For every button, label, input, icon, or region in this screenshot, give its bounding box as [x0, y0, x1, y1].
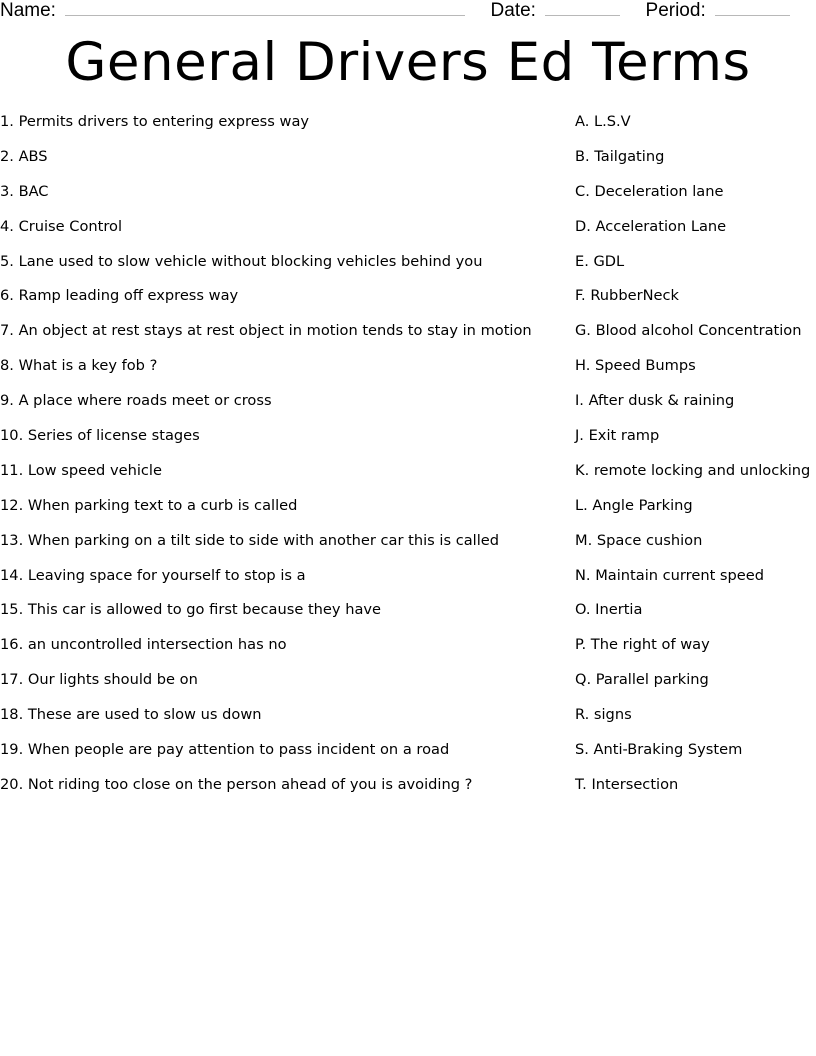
answer-item: P. The right of way — [575, 636, 710, 654]
answer-item: T. Intersection — [575, 775, 679, 793]
period-label: Period: — [645, 0, 706, 21]
clue-item: 4. Cruise Control — [0, 217, 123, 235]
answer-item: E. GDL — [575, 252, 625, 270]
clue-item: 17. Our lights should be on — [0, 671, 198, 689]
clue-item: 14. Leaving space for yourself to stop is a — [0, 566, 306, 584]
clue-item: 3. BAC — [0, 182, 49, 200]
clue-item: 18. These are used to slow us down — [0, 706, 262, 724]
clue-item: 7. An object at rest stays at rest object in motion tends to stay in motion — [0, 322, 532, 340]
clue-item: 13. When parking on a tilt side to side with another car this is called — [0, 531, 500, 549]
clue-item: 8. What is a key fob ? — [0, 357, 158, 375]
answer-item: A. L.S.V — [575, 113, 631, 130]
answer-item: B. Tailgating — [575, 147, 665, 165]
answer-item: I. After dusk & raining — [575, 392, 735, 410]
worksheet-header — [0, 0, 790, 24]
clue-item: 15. This car is allowed to go first because they have — [0, 601, 381, 619]
clue-list — [0, 112, 532, 810]
clue-item: 20. Not riding too close on the person ahead of you is avoiding ? — [0, 775, 473, 793]
answer-list — [575, 112, 810, 810]
clue-item: 11. Low speed vehicle — [0, 461, 162, 479]
clue-item: 6. Ramp leading off express way — [0, 287, 239, 305]
answer-item: D. Acceleration Lane — [575, 217, 727, 235]
answer-item: R. signs — [575, 706, 632, 724]
answer-item: H. Speed Bumps — [575, 357, 696, 375]
clue-item: 12. When parking text to a curb is called — [0, 496, 298, 514]
answer-item: G. Blood alcohol Concentration — [575, 322, 802, 340]
clue-item: 10. Series of license stages — [0, 427, 200, 445]
answer-item: J. Exit ramp — [575, 427, 660, 445]
page-title: General Drivers Ed Terms — [65, 32, 751, 93]
answer-item: F. RubberNeck — [575, 287, 679, 305]
answer-item: S. Anti-Braking System — [575, 741, 743, 759]
clue-item: 9. A place where roads meet or cross — [0, 392, 272, 410]
clue-item: 5. Lane used to slow vehicle without blocking vehicles behind you — [0, 252, 483, 270]
name-label: Name: — [0, 0, 56, 21]
answer-item: K. remote locking and unlocking — [575, 461, 811, 479]
answer-item: C. Deceleration lane — [575, 182, 724, 200]
name-field[interactable] — [65, 1, 465, 16]
clue-item: 1. Permits drivers to entering express way — [0, 113, 310, 130]
answer-item: N. Maintain current speed — [575, 566, 765, 584]
answer-item: M. Space cushion — [575, 531, 703, 549]
period-field[interactable] — [715, 1, 790, 16]
date-field[interactable] — [545, 1, 620, 16]
answer-item: Q. Parallel parking — [575, 671, 709, 689]
answer-item: L. Angle Parking — [575, 496, 693, 514]
clue-item: 2. ABS — [0, 147, 48, 165]
clue-item: 19. When people are pay attention to pass incident on a road — [0, 741, 450, 759]
answer-item: O. Inertia — [575, 601, 643, 619]
clue-item: 16. an uncontrolled intersection has no — [0, 636, 287, 654]
date-label: Date: — [490, 0, 536, 21]
